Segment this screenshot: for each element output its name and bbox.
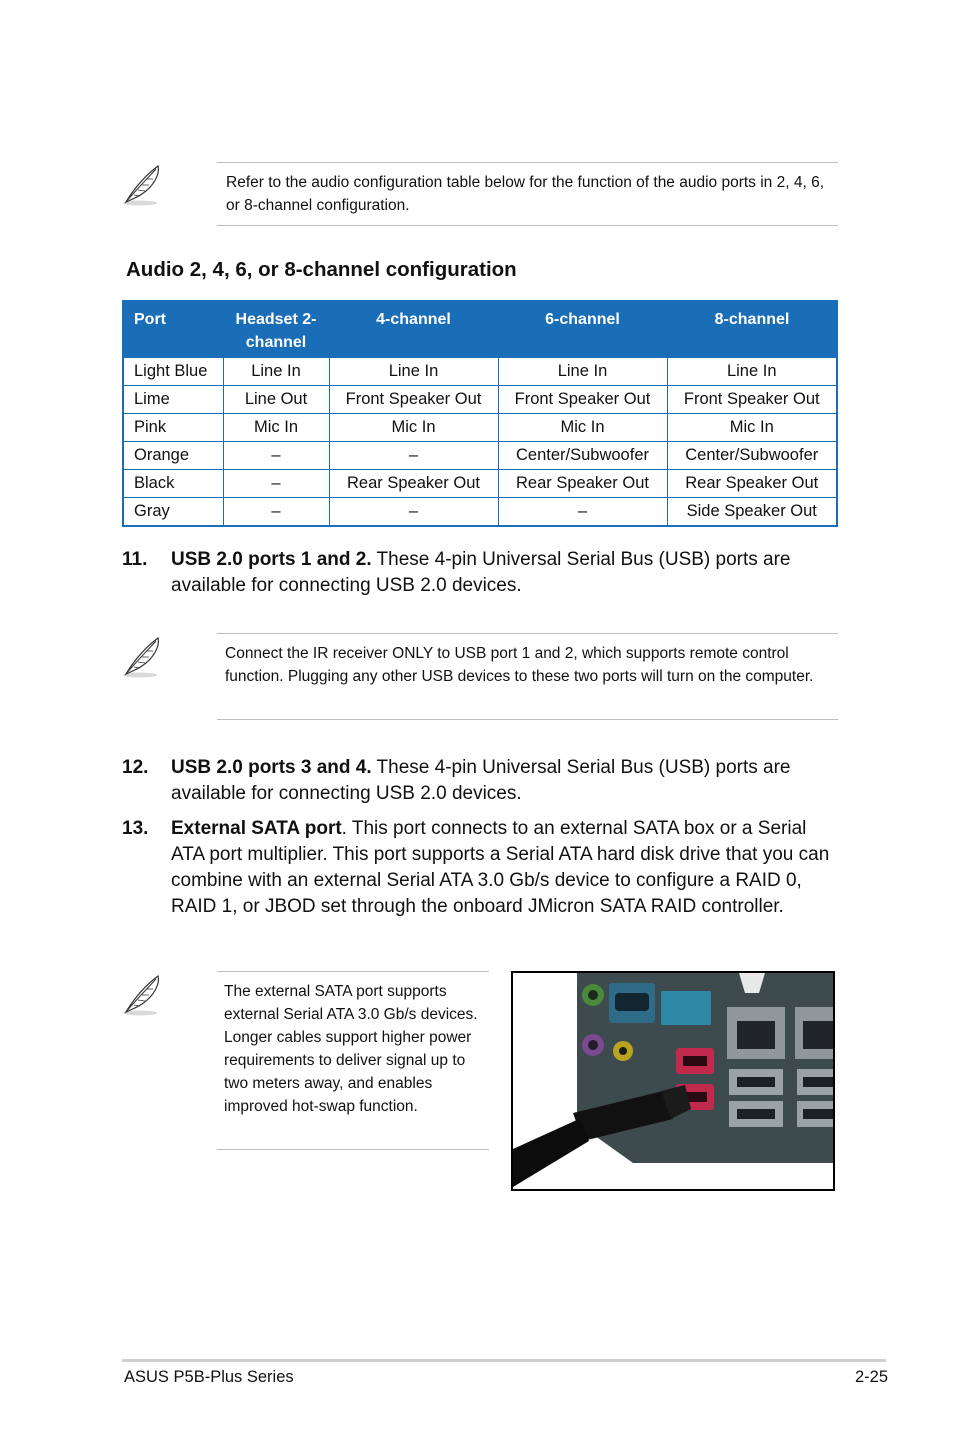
column-header: Headset 2-channel (223, 301, 329, 357)
external-sata-port-photo (511, 971, 835, 1191)
item-number: 12. (122, 757, 149, 778)
item-number: 13. (122, 818, 149, 839)
pen-note-icon (120, 972, 166, 1018)
pen-note-icon (120, 162, 166, 208)
footer-divider (122, 1359, 886, 1362)
table-cell: Front Speaker Out (667, 386, 837, 414)
table-cell: Mic In (667, 414, 837, 442)
table-cell: Light Blue (123, 357, 223, 386)
table-cell: – (329, 498, 498, 527)
item-title: USB 2.0 ports 1 and 2. (171, 549, 372, 570)
table-row (123, 442, 837, 470)
table-cell: Rear Speaker Out (667, 470, 837, 498)
table-cell: Lime (123, 386, 223, 414)
table-header-row (123, 301, 837, 357)
table-cell: Front Speaker Out (498, 386, 667, 414)
item-title: USB 2.0 ports 3 and 4. (171, 757, 372, 778)
page-number: 2-25 (854, 1368, 888, 1386)
table-row (123, 357, 837, 386)
table-cell: Line In (498, 357, 667, 386)
table-cell: – (223, 442, 329, 470)
table-cell: Line In (329, 357, 498, 386)
table-cell: Black (123, 470, 223, 498)
column-header: 4-channel (329, 301, 498, 357)
table-row (123, 414, 837, 442)
table-cell: Line In (667, 357, 837, 386)
table-cell: – (498, 498, 667, 527)
item-text: These 4-pin Universal Serial Bus (USB) ports are available for connecting USB 2.0 devices. (171, 549, 791, 596)
table-cell: Side Speaker Out (667, 498, 837, 527)
item-number: 11. (122, 549, 148, 570)
table-cell: Center/Subwoofer (667, 442, 837, 470)
footer-product-name: ASUS P5B-Plus Series (124, 1368, 294, 1386)
table-cell: Orange (123, 442, 223, 470)
column-header: 8-channel (667, 301, 837, 357)
column-header: 6-channel (498, 301, 667, 357)
table-cell: Mic In (223, 414, 329, 442)
table-cell: Mic In (329, 414, 498, 442)
section-title: Audio 2, 4, 6, or 8-channel configuration (126, 258, 517, 281)
table-row (123, 498, 837, 527)
note-text: Connect the IR receiver ONLY to USB port 1 and 2, which supports remote control function. Plugging any other USB devices to these two ports will turn on the computer. (225, 645, 814, 685)
note-text: The external SATA port supports external Serial ATA 3.0 Gb/s devices. Longer cables support higher power requirements to deliver signal up to two meters away, and enables improved hot-swap function. (224, 983, 478, 1115)
table-cell: Mic In (498, 414, 667, 442)
note-text: Refer to the audio configuration table below for the function of the audio ports in 2, 4, 6, or 8-channel configuration. (226, 174, 824, 214)
table-cell: – (223, 470, 329, 498)
item-text: These 4-pin Universal Serial Bus (USB) ports are available for connecting USB 2.0 devices. (171, 757, 791, 804)
table-cell: – (329, 442, 498, 470)
table-row (123, 470, 837, 498)
table-cell: Center/Subwoofer (498, 442, 667, 470)
table-cell: Rear Speaker Out (329, 470, 498, 498)
pen-note-icon (120, 634, 166, 680)
table-row (123, 386, 837, 414)
table-cell: Rear Speaker Out (498, 470, 667, 498)
table-cell: – (223, 498, 329, 527)
motherboard-rear-panel-image (513, 973, 833, 1189)
table-cell: Pink (123, 414, 223, 442)
column-header: Port (123, 301, 223, 357)
table-cell: Line Out (223, 386, 329, 414)
table-cell: Front Speaker Out (329, 386, 498, 414)
audio-config-table (122, 300, 838, 527)
table-cell: Line In (223, 357, 329, 386)
item-title: External SATA port (171, 818, 342, 839)
item-text: . This port connects to an external SATA box or a Serial ATA port multiplier. This port supports a Serial ATA hard disk drive that you can combine with an external Serial ATA 3.0 Gb/s device to configure a RAID 0, RAID 1, or JBOD set through the onboard JMicron SATA RAID controller. (171, 818, 830, 917)
table-cell: Gray (123, 498, 223, 527)
